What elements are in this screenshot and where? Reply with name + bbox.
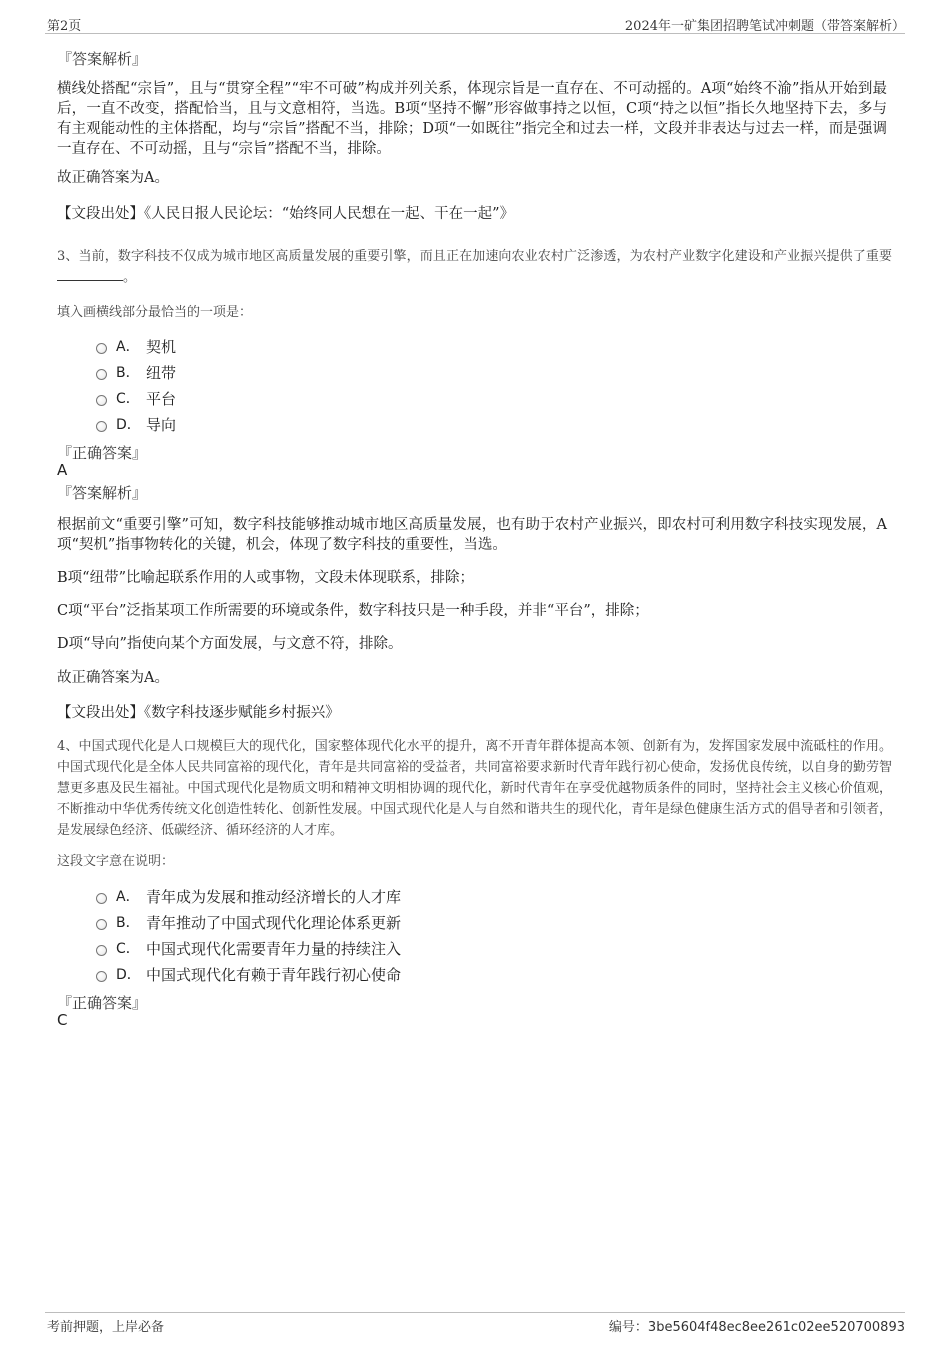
option-text: 中国式现代化需要青年力量的持续注入: [146, 939, 402, 958]
footer-slogan: 考前押题，上岸必备: [47, 1320, 165, 1335]
q3-analysis-paragraph: B项“纽带”比喻起联系作用的人或事物，文段未体现联系，排除；: [57, 570, 474, 586]
radio-icon[interactable]: [96, 369, 107, 380]
q3-option-d[interactable]: [96, 413, 176, 435]
page-number: 第2页: [47, 19, 82, 34]
q3-option-c[interactable]: [96, 387, 176, 409]
q4-option-b[interactable]: [96, 911, 401, 933]
q3-analysis-paragraph: 根据前文“重要引擎”可知，数字科技能够推动城市地区高质量发展，也有助于农村产业振兴，即农村可利用数字科技实现发展，A项“契机”指事物转化的关键，机会，体现了数字科技的重要性，当选。: [57, 517, 887, 553]
q3-prompt: 填入画横线部分最恰当的一项是：: [57, 305, 253, 320]
option-letter: C．: [116, 391, 140, 407]
option-text: 平台: [146, 389, 177, 408]
q2-source: 【文段出处】《人民日报人民论坛：“始终同人民想在一起、干在一起”》: [57, 206, 515, 222]
option-letter: A．: [116, 889, 140, 905]
q4-option-d[interactable]: [96, 963, 401, 985]
page-header: [45, 13, 905, 34]
q3-analysis-paragraph: 故正确答案为A。: [57, 670, 169, 686]
page-footer: [45, 1312, 905, 1335]
radio-icon[interactable]: [96, 395, 107, 406]
q3-source: 【文段出处】《数字科技逐步赋能乡村振兴》: [57, 705, 340, 721]
q4-correct-answer: C: [57, 1011, 68, 1029]
q2-analysis-text: 横线处搭配“宗旨”，且与“贯穿全程”“牢不可破”构成并列关系，体现宗旨是一直存在、不可动摇的。A项“始终不渝”指从开始到最后，一直不改变，搭配恰当，且与文意相符，当选。B项“坚持不懈”形容做事持之以恒，C项“持之以恒”指长久地坚持下去，多与有主观能动性的主体搭配，均与“宗旨”搭配不当，排除；D项“一如既往”指完全和过去一样，文段并非表达与过去一样，而是强调一直存在、不可动摇，且与“宗旨”搭配不当，排除。: [57, 81, 887, 157]
q3-blank: [57, 268, 123, 281]
option-text: 导向: [146, 415, 177, 434]
q4-option-c[interactable]: [96, 937, 401, 959]
radio-icon[interactable]: [96, 893, 107, 904]
option-text: 纽带: [146, 363, 177, 382]
q4-prompt: 这段文字意在说明：: [57, 854, 175, 869]
q3-option-b[interactable]: [96, 361, 176, 383]
q3-option-a[interactable]: [96, 335, 176, 357]
option-text: 契机: [146, 337, 177, 356]
option-text: 青年推动了中国式现代化理论体系更新: [146, 913, 402, 932]
q3-correct-answer: A: [57, 461, 68, 479]
q4-option-a[interactable]: [96, 885, 401, 907]
document-title: 2024年一矿集团招聘笔试冲刺题（带答案解析）: [624, 19, 905, 34]
radio-icon[interactable]: [96, 343, 107, 354]
option-letter: B．: [116, 365, 140, 381]
option-letter: B．: [116, 915, 140, 931]
q2-conclusion: 故正确答案为A。: [57, 170, 169, 186]
q4-correct-label: 『正确答案』: [57, 994, 148, 1012]
radio-icon[interactable]: [96, 945, 107, 956]
option-letter: D．: [116, 967, 141, 983]
option-text: 青年成为发展和推动经济增长的人才库: [146, 887, 402, 906]
serial-number: 3be5604f48ec8ee261c02ee520700893: [647, 1320, 905, 1335]
option-letter: D．: [116, 417, 141, 433]
option-letter: A．: [116, 339, 140, 355]
q3-stem: [57, 246, 892, 288]
radio-icon[interactable]: [96, 971, 107, 982]
q3-correct-label: 『正确答案』: [57, 444, 148, 462]
q3-stem-text: 3、当前，数字科技不仅成为城市地区高质量发展的重要引擎，而且正在加速向农业农村广泛渗透，为农村产业数字化建设和产业振兴提供了重要: [57, 249, 892, 264]
q3-stem-end: 。: [123, 270, 137, 285]
radio-icon[interactable]: [96, 421, 107, 432]
q3-analysis-paragraph: D项“导向”指使向某个方面发展，与文意不符，排除。: [57, 636, 403, 652]
serial-label: 编号：: [608, 1320, 648, 1335]
radio-icon[interactable]: [96, 919, 107, 930]
option-letter: C．: [116, 941, 140, 957]
option-text: 中国式现代化有赖于青年践行初心使命: [146, 965, 402, 984]
q3-analysis-paragraph: C项“平台”泛指某项工作所需要的环境或条件，数字科技只是一种手段，并非“平台”，排除；: [57, 603, 649, 619]
q4-stem: 4、中国式现代化是人口规模巨大的现代化，国家整体现代化水平的提升，离不开青年群体提高本领、创新有为，发挥国家发展中流砥柱的作用。中国式现代化是全体人民共同富裕的现代化，青年是共同富裕的受益者，共同富裕要求新时代青年践行初心使命，发扬优良传统，以自身的勤劳智慧更多惠及民生福祉。中国式现代化是物质文明和精神文明相协调的现代化，新时代青年在享受优越物质条件的同时，坚持社会主义核心价值观，不断推动中华优秀传统文化创造性转化、创新性发展。中国式现代化是人与自然和谐共生的现代化，青年是绿色健康生活方式的倡导者和引领者，是发展绿色经济、低碳经济、循环经济的人才库。: [57, 739, 892, 838]
q2-analysis-label: 『答案解析』: [57, 50, 148, 68]
footer-serial: [609, 1316, 905, 1335]
q3-analysis-label: 『答案解析』: [57, 484, 148, 502]
